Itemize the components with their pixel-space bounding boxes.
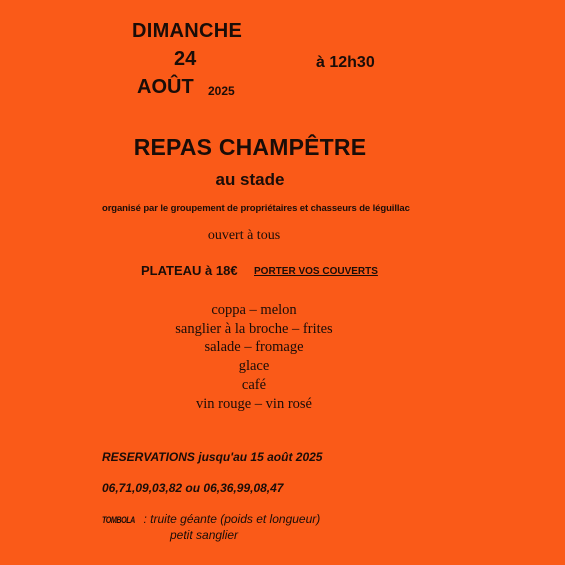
menu-item: glace — [238, 358, 270, 375]
menu-item: sanglier à la broche – frites — [175, 320, 333, 337]
poster-subtitle: au stade — [215, 170, 285, 189]
event-day-number: 24 — [174, 48, 197, 70]
phone-numbers: 06,71,09,03,82 ou 06,36,99,08,47 — [102, 481, 284, 495]
poster-title: REPAS CHAMPÊTRE — [133, 134, 367, 160]
tombola-label: TOMBOLA — [102, 515, 135, 525]
menu-item: vin rouge – vin rosé — [196, 395, 312, 412]
reservations-deadline: RESERVATIONS jusqu'au 15 août 2025 — [102, 450, 323, 464]
event-year: 2025 — [208, 84, 235, 98]
menu-item: coppa – melon — [211, 302, 297, 318]
tombola-prize: : truite géante (poids et longueur) — [143, 512, 321, 526]
menu-item: salade – fromage — [204, 339, 304, 356]
menu-item: café — [241, 376, 267, 393]
price-label: PLATEAU à 18€ — [141, 263, 238, 278]
event-day-name: DIMANCHE — [132, 20, 243, 42]
event-month: AOÛT — [137, 76, 194, 98]
bring-cutlery-notice: PORTER VOS COUVERTS — [254, 266, 378, 277]
event-time: à 12h30 — [316, 54, 375, 71]
open-to-all: ouvert à tous — [207, 228, 281, 243]
organizer-line: organisé par le groupement de propriétaires et chasseurs de léguillac — [102, 203, 410, 214]
tombola-prize: petit sanglier — [170, 528, 239, 542]
tombola-line — [102, 512, 320, 526]
menu-list — [0, 301, 508, 413]
